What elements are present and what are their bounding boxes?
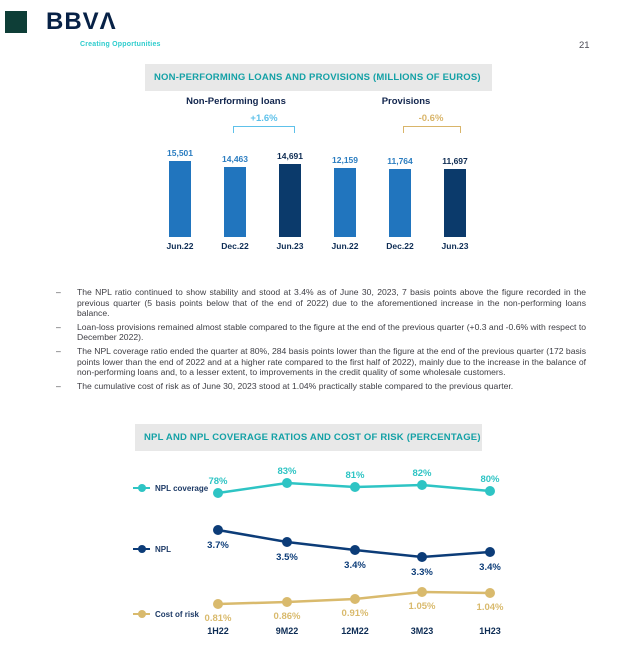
bullet-list [56, 287, 586, 394]
bullet-text: Loan-loss provisions remained almost stable compared to the figure at the end of the previous quarter (+0.3 and -0.6% with respect to December 2022). [77, 321, 586, 343]
bar-value-label: 15,501 [167, 148, 193, 158]
point-label: 3.4% [479, 562, 501, 573]
bar-2 [224, 167, 246, 237]
data-point [350, 594, 360, 604]
line-x-label: 1H22 [207, 626, 229, 636]
bar-3 [279, 164, 301, 237]
line-x-label: 3M23 [410, 626, 434, 636]
line-npl [218, 530, 490, 557]
legend-npl: NPL [133, 543, 171, 555]
group-label-provisions: Provisions [381, 96, 431, 107]
data-point [282, 478, 292, 488]
bar-value-label: 14,691 [277, 151, 303, 161]
delta-annotation-provisions: -0.6% [418, 113, 444, 124]
bullet-dash-icon: – [56, 321, 61, 332]
line-x-label: 1H23 [479, 626, 501, 636]
bullet-text: The cumulative cost of risk as of June 30, 2023 stood at 1.04% practically stable compared to the previous quarter. [77, 380, 514, 391]
bar-x-label: Jun.22 [166, 241, 194, 251]
line-cost-of-risk [218, 592, 490, 604]
bar-value-label: 11,697 [442, 156, 468, 166]
line-chart-title: NPL AND NPL COVERAGE RATIOS AND COST OF RISK (PERCENTAGE) [135, 424, 482, 451]
data-point [417, 587, 427, 597]
brand-square [5, 11, 27, 33]
legend-marker-teal-icon [133, 487, 150, 490]
point-label: 1.05% [408, 601, 436, 612]
data-point [485, 588, 495, 598]
line-x-label: 12M22 [341, 626, 369, 636]
point-label: 0.81% [204, 613, 232, 624]
bar-x-label: Jun.22 [331, 241, 359, 251]
line-x-label: 9M22 [275, 626, 299, 636]
bullet-item-3 [56, 346, 586, 378]
point-label: 83% [277, 466, 297, 477]
bar-x-label: Jun.23 [276, 241, 304, 251]
bar-value-label: 14,463 [222, 154, 248, 164]
group-label-npl: Non-Performing loans [186, 96, 286, 107]
data-point [282, 597, 292, 607]
legend-marker-navy-icon [133, 548, 150, 551]
bar-1 [169, 161, 191, 237]
data-point [213, 488, 223, 498]
point-label: 78% [208, 476, 228, 487]
bar-value-label: 11,764 [387, 156, 413, 166]
data-point [350, 545, 360, 555]
point-label: 3.4% [344, 560, 366, 571]
line-npl-coverage [218, 483, 490, 493]
bbva-tagline: Creating Opportunities [80, 41, 161, 48]
bar-x-label: Dec.22 [221, 241, 249, 251]
page-number: 21 [579, 40, 590, 51]
data-point [417, 552, 427, 562]
data-point [485, 547, 495, 557]
bullet-dash-icon: – [56, 380, 61, 391]
point-label: 0.91% [341, 608, 369, 619]
bullet-item-4 [56, 381, 586, 392]
data-point [417, 480, 427, 490]
legend-npl-coverage: NPL coverage [133, 482, 208, 494]
point-label: 80% [480, 474, 500, 485]
data-point [213, 525, 223, 535]
point-label: 0.86% [273, 611, 301, 622]
bullet-item-1 [56, 287, 586, 319]
point-label: 3.7% [207, 540, 229, 551]
bullet-dash-icon: – [56, 345, 61, 356]
point-label: 3.3% [411, 567, 433, 578]
bullet-item-2 [56, 322, 586, 343]
bar-x-label: Dec.22 [386, 241, 414, 251]
delta-annotation-npl: +1.6% [250, 113, 278, 124]
data-point [282, 537, 292, 547]
bullet-dash-icon: – [56, 287, 61, 297]
bracket-npl [233, 126, 295, 133]
point-label: 1.04% [476, 602, 504, 613]
point-label: 81% [345, 470, 365, 481]
bar-value-label: 12,159 [332, 155, 358, 165]
bar-4 [334, 168, 356, 237]
bar-chart-title: NON-PERFORMING LOANS AND PROVISIONS (MILLIONS OF EUROS) [145, 64, 492, 91]
bar-x-label: Jun.23 [441, 241, 469, 251]
data-point [350, 482, 360, 492]
bullet-text: The NPL coverage ratio ended the quarter at 80%, 284 basis points lower than the figure at the end of the previous quarter (172 basis points lower than the end of 2022 and at a higher rate compared to the first half of 2022), mainly due to the increase in the balance of non-performing loans and, to a lesser extent, to improvements in the credit quality of some wholesale customers. [77, 345, 586, 378]
data-point [213, 599, 223, 609]
legend-marker-gold-icon [133, 613, 150, 616]
bar-6 [444, 169, 466, 237]
point-label: 3.5% [276, 552, 298, 563]
bullet-text: The NPL ratio continued to show stability and stood at 3.4% as of June 30, 2023, 7 basis points above the figure recorded in the previous quarter (5 basis points below that of the end of 2022) due to the aforementioned increase in the non-performing loans balance. [77, 287, 586, 319]
bracket-provisions [403, 126, 461, 133]
data-point [485, 486, 495, 496]
bar-5 [389, 169, 411, 237]
point-label: 82% [412, 468, 432, 479]
legend-cost-of-risk: Cost of risk [133, 608, 199, 620]
bbva-logo: BBVΛ [46, 8, 117, 35]
